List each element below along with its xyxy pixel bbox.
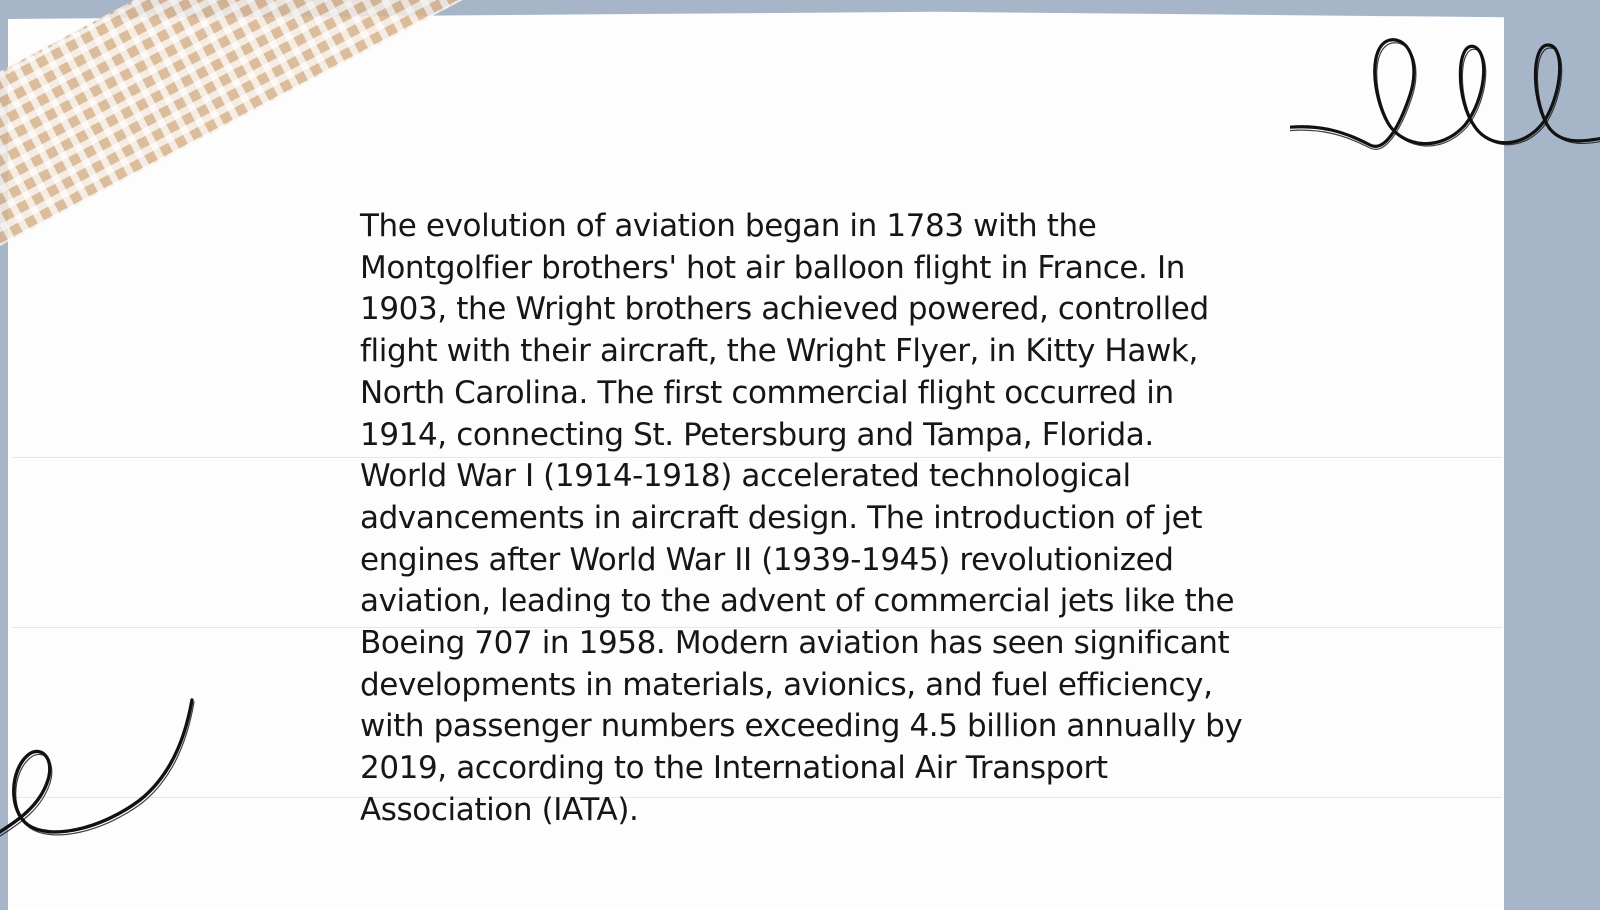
swirl-scribble-icon [0,690,210,860]
loop-scribble-icon [1290,25,1600,165]
aviation-history-paragraph: The evolution of aviation began in 1783 with the Montgolfier brothers' hot air balloon flight in France. In 1903, the Wright brothers achieved powered, controlled flight with their aircraft, the Wright Flyer, in Kitty Hawk, North Carolina. The first commercial flight occurred in 1914, connecting St. Petersburg and Tampa, Florida. World War I (1914-1918) accelerated technological advancements in aircraft design. The introduction of jet engines after World War II (1939-1945) revolutionized aviation, leading to the advent of commercial jets like the Boeing 707 in 1958. Modern aviation has seen significant developments in materials, avionics, and fuel efficiency, with passenger numbers exceeding 4.5 billion annually by 2019, according to the International Air Transport Association (IATA). [360,208,1243,828]
